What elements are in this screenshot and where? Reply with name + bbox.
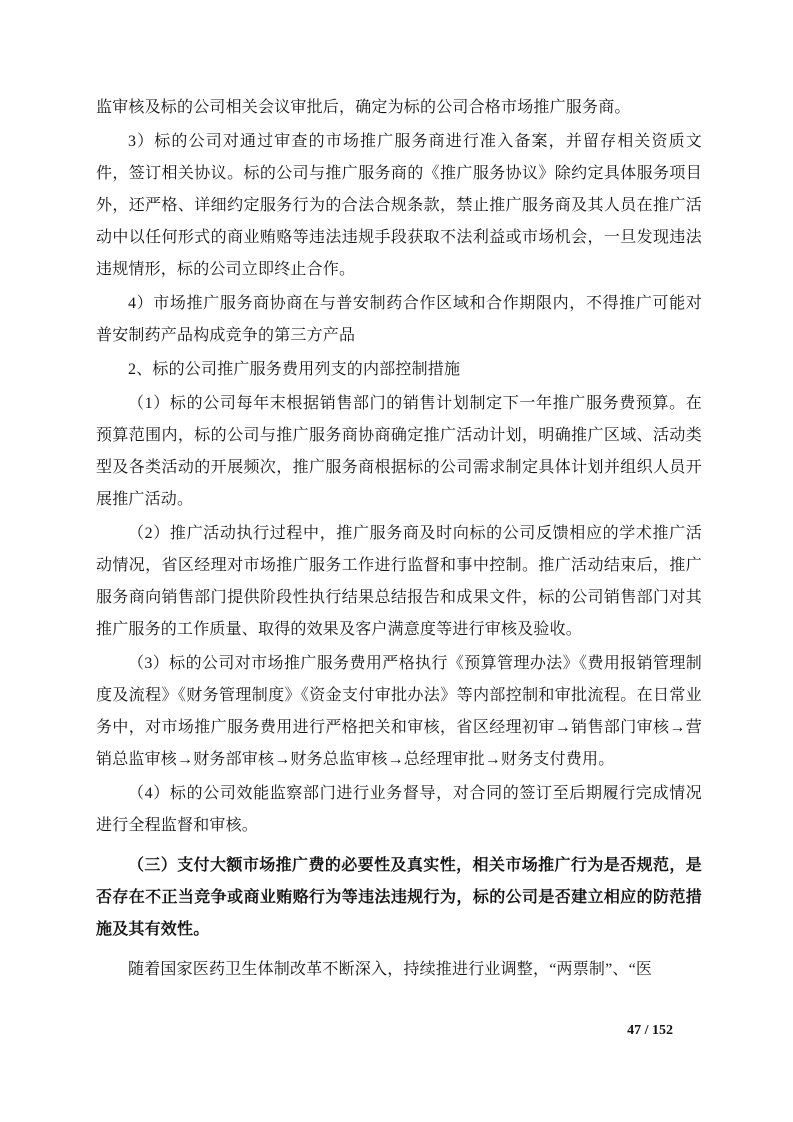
continuation-paragraph: 监审核及标的公司相关会议审批后，确定为标的公司合格市场推广服务商。 bbox=[96, 99, 631, 116]
control-measure-1: （1）标的公司每年末根据销售部门的销售计划制定下一年推广服务费预算。在预算范围内，标的公司与推广服务商协商确定推广活动计划，明确推广区域、活动类型及各类活动的开展频次，推广服务商根据标的公司需求制定具体计划并组织人员开展推广活动。 bbox=[96, 395, 702, 508]
control-measure-2: （2）推广活动执行过程中，推广服务商及时向标的公司反馈相应的学术推广活动情况，省区经理对市场推广服务工作进行监督和事中控制。推广活动结束后，推广服务商向销售部门提供阶段性执行结果总结报告和成果文件，标的公司销售部门对其推广服务的工作质量、取得的效果及客户满意度等进行审核及验收。 bbox=[96, 525, 702, 638]
subsection-heading-2: 2、标的公司推广服务费用列支的内部控制措施 bbox=[128, 361, 461, 378]
control-measure-3: （3）标的公司对市场推广服务费用严格执行《预算管理办法》《费用报销管理制度及流程》《财务管理制度》《资金支付审批办法》等内部控制和审批流程。在日常业务中，对市场推广服务费用进行严格把关和审核，省区经理初审→销售部门审核→营销总监审核→财务部审核→财务总监审核→总经理审批→财务支付费用。 bbox=[96, 655, 702, 768]
control-measure-4: （4）标的公司效能监察部门进行业务督导，对合同的签订至后期履行完成情况进行全程监督和审核。 bbox=[96, 785, 702, 834]
section-heading-three: （三）支付大额市场推广费的必要性及真实性，相关市场推广行为是否规范，是否存在不正当竞争或商业贿赂行为等违法违规行为，标的公司是否建立相应的防范措施及其有效性。 bbox=[96, 857, 702, 938]
page-number: 47 / 152 bbox=[627, 1023, 673, 1038]
numbered-point-4: 4）市场推广服务商协商在与普安制药合作区域和合作期限内，不得推广可能对普安制药产品构成竞争的第三方产品 bbox=[96, 295, 702, 344]
document-body bbox=[96, 90, 702, 988]
body-paragraph: 随着国家医药卫生体制改革不断深入，持续推进行业调整，“两票制”、“医 bbox=[128, 961, 653, 978]
numbered-point-3: 3）标的公司对通过审查的市场推广服务商进行准入备案，并留存相关资质文件，签订相关协议。标的公司与推广服务商的《推广服务协议》除约定具体服务项目外，还严格、详细约定服务行为的合法合规条款，禁止推广服务商及其人员在推广活动中以任何形式的商业贿赂等违法违规手段获取不法利益或市场机会，一旦发现违法违规情形，标的公司立即终止合作。 bbox=[96, 133, 702, 278]
